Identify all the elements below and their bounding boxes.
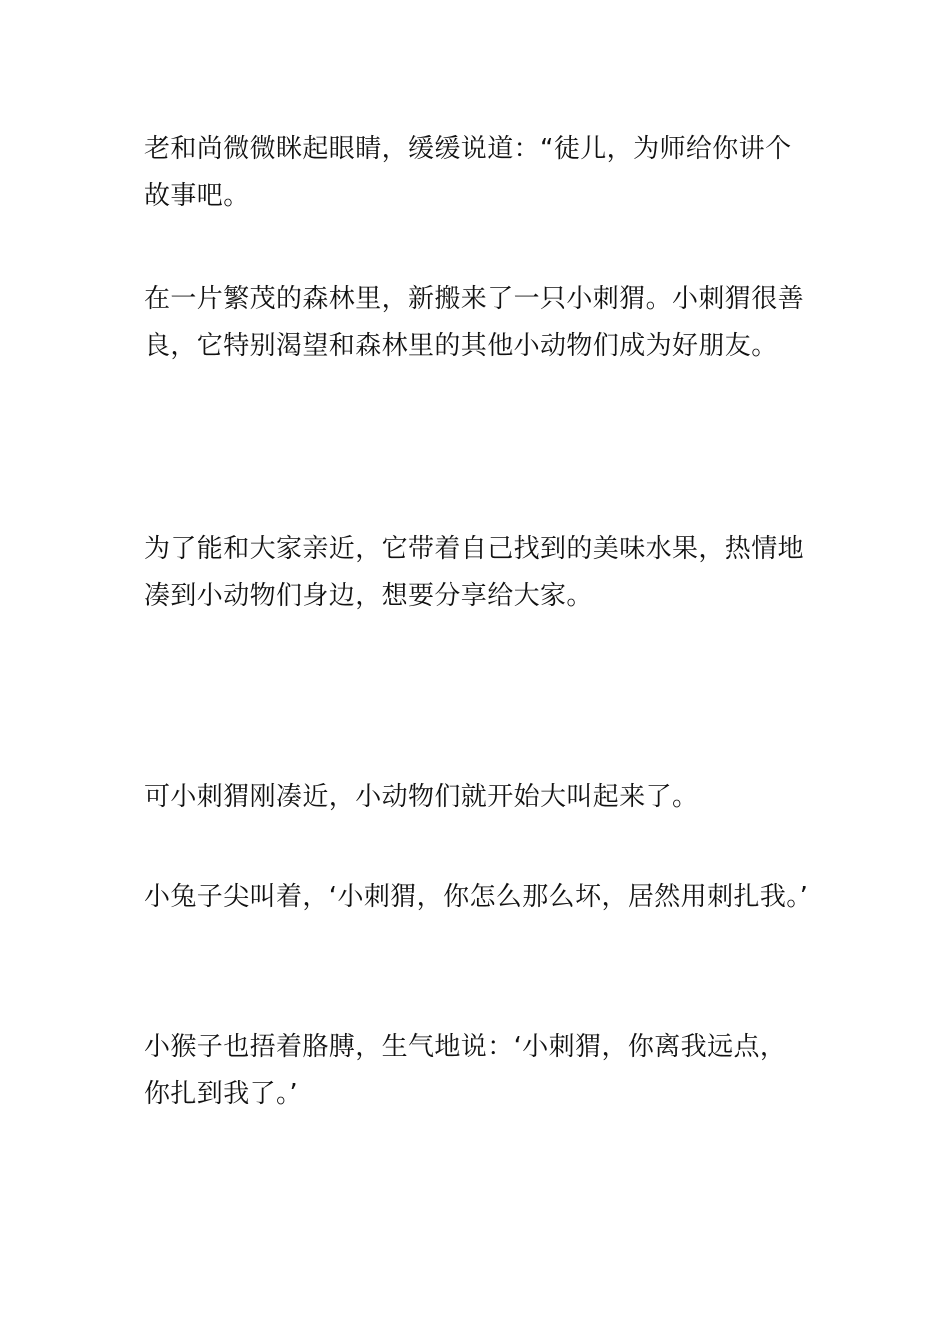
paragraph-4: 可小刺猬刚凑近，小动物们就开始大叫起来了。 — [144, 782, 699, 812]
paragraph-5: 小兔子尖叫着，‘小刺猬，你怎么那么坏，居然用刺扎我。’ — [144, 882, 809, 912]
paragraph-6: 小猴子也捂着胳膊，生气地说：‘小刺猬，你离我远点，你扎到我了。’ — [144, 1032, 787, 1109]
paragraph-3: 为了能和大家亲近，它带着自己找到的美味水果，热情地凑到小动物们身边，想要分享给大家。 — [144, 534, 805, 611]
paragraph-1: 老和尚微微眯起眼睛，缓缓说道：“徒儿，为师给你讲个故事吧。 — [144, 134, 792, 211]
paragraph-2: 在一片繁茂的森林里，新搬来了一只小刺猬。小刺猬很善良，它特别渴望和森林里的其他小动物们成为好朋友。 — [144, 284, 805, 361]
